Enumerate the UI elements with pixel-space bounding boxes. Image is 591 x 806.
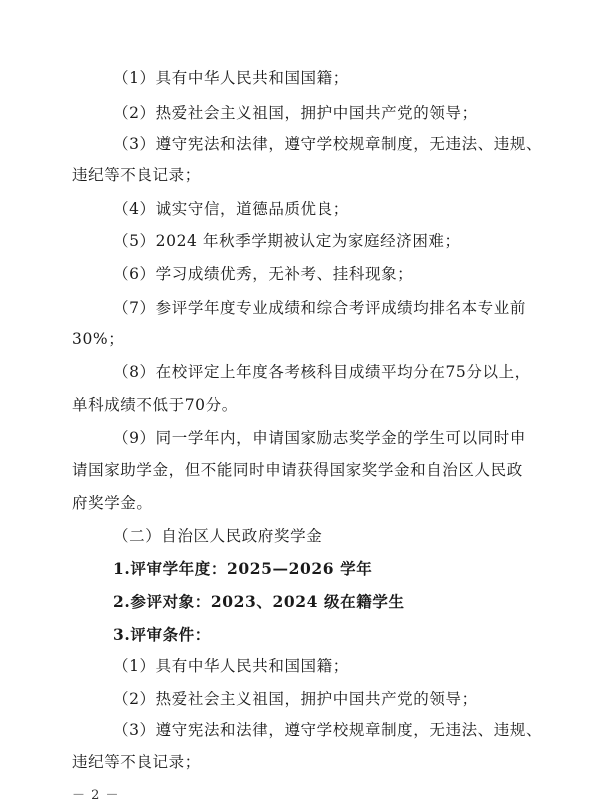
text-line: 违纪等不良记录； bbox=[72, 166, 201, 184]
text-line: （7）参评学年度专业成绩和综合考评成绩均排名本专业前 bbox=[113, 299, 526, 317]
text-line: （3）遵守宪法和法律，遵守学校规章制度，无违法、违规、 bbox=[113, 721, 543, 739]
text-line: （3）遵守宪法和法律，遵守学校规章制度，无违法、违规、 bbox=[113, 135, 543, 153]
text-line: （1）具有中华人民共和国国籍； bbox=[113, 69, 349, 87]
page-number: － 2 － bbox=[72, 788, 120, 803]
text-line: （4）诚实守信，道德品质优良； bbox=[113, 200, 349, 218]
text-line: 单科成绩不低于70分。 bbox=[72, 396, 238, 414]
text-line: 1.评审学年度：2025—2026 学年 bbox=[113, 559, 373, 578]
text-line: （8）在校评定上年度各考核科目成绩平均分在75分以上， bbox=[113, 363, 531, 381]
text-line: 请国家助学金，但不能同时申请获得国家奖学金和自治区人民政 bbox=[72, 461, 523, 479]
text-line: 2.参评对象：2023、2024 级在籍学生 bbox=[113, 592, 405, 611]
text-line: （2）热爱社会主义祖国，拥护中国共产党的领导； bbox=[113, 690, 478, 708]
text-line: （6）学习成绩优秀，无补考、挂科现象； bbox=[113, 265, 414, 283]
text-line: （2）热爱社会主义祖国，拥护中国共产党的领导； bbox=[113, 104, 478, 122]
text-line: 府奖学金。 bbox=[72, 494, 153, 512]
text-line: （1）具有中华人民共和国国籍； bbox=[113, 657, 349, 675]
section-heading: （二）自治区人民政府奖学金 bbox=[113, 527, 323, 545]
text-line: （9）同一学年内，申请国家励志奖学金的学生可以同时申 bbox=[113, 429, 526, 447]
text-line: 违纪等不良记录； bbox=[72, 753, 201, 771]
text-line: 30%； bbox=[72, 330, 125, 348]
text-line: （5）2024 年秋季学期被认定为家庭经济困难； bbox=[113, 232, 461, 250]
text-line: 3.评审条件： bbox=[113, 625, 211, 644]
